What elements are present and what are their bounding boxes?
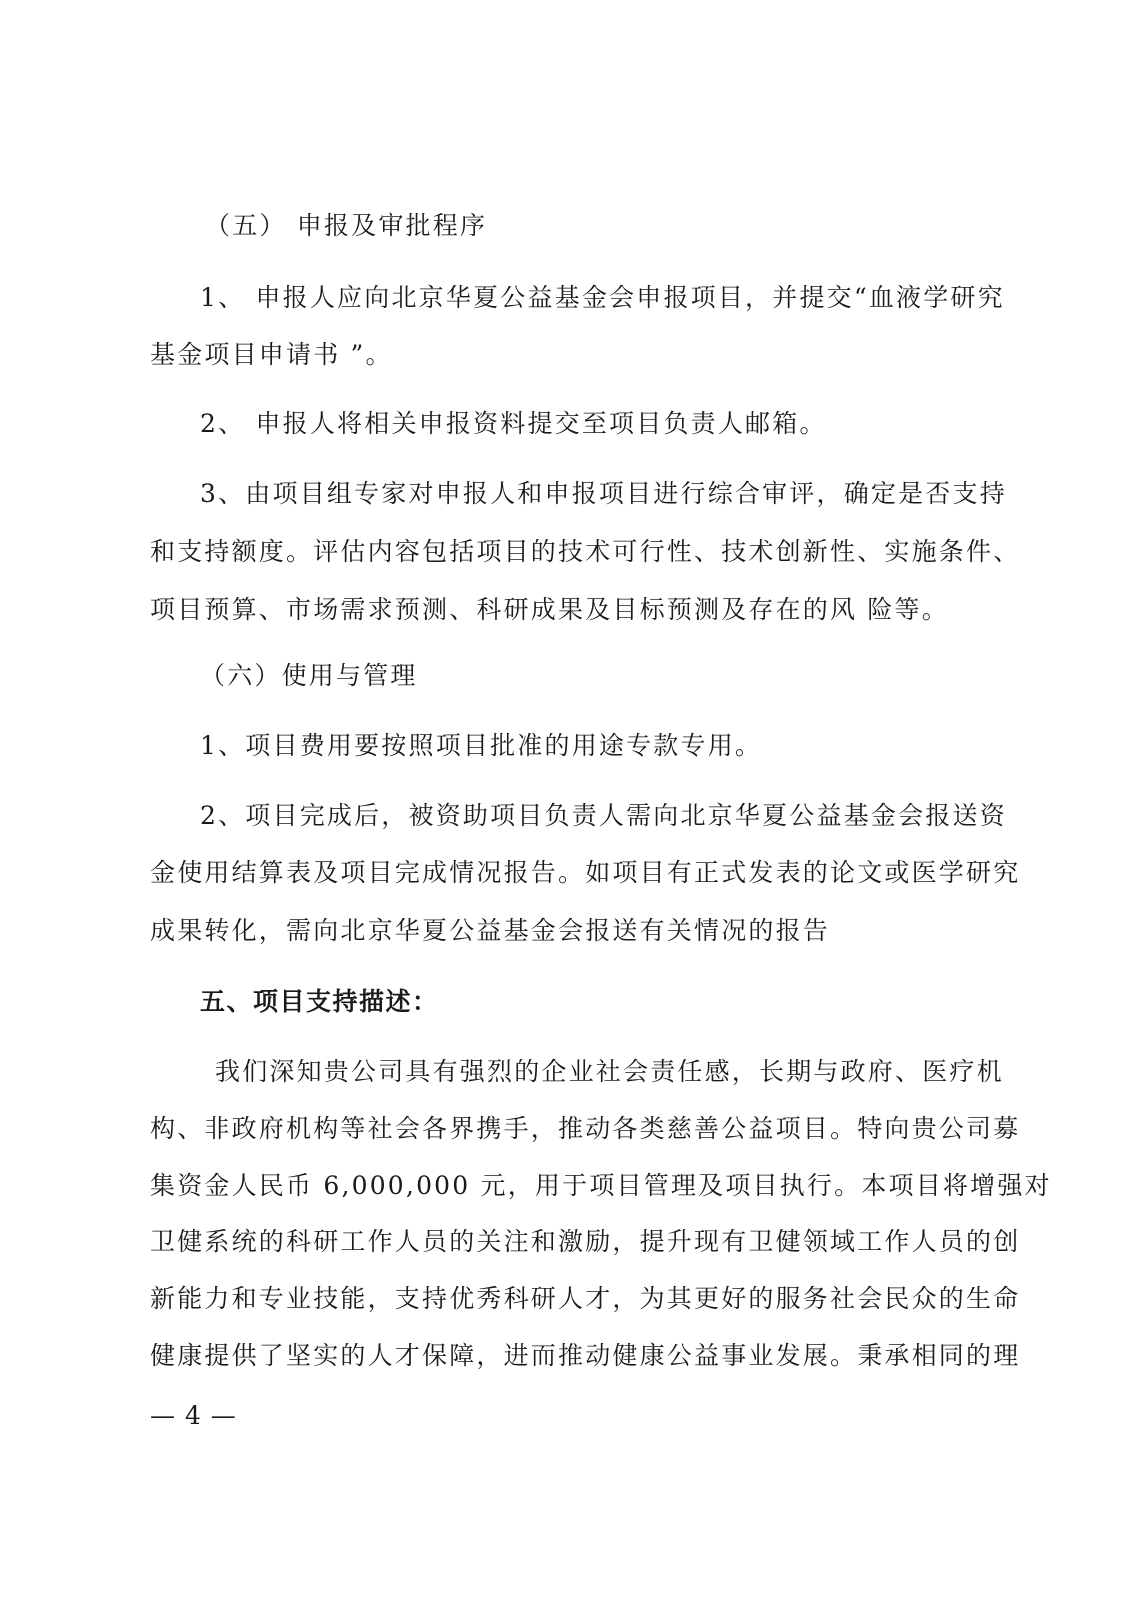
section-5-item-2: 2、 申报人将相关申报资料提交至项目负责人邮箱。 xyxy=(200,409,827,438)
section-6-item-2-line-3: 成果转化，需向北京华夏公益基金会报送有关情况的报告 xyxy=(150,916,831,945)
part-5-para-line-2: 构、非政府机构等社会各界携手，推动各类慈善公益项目。特向贵公司募 xyxy=(150,1114,1021,1143)
section-6-item-1: 1、项目费用要按照项目批准的用途专款专用。 xyxy=(200,731,763,760)
section-6-item-2-line-1: 2、项目完成后，被资助项目负责人需向北京华夏公益基金会报送资 xyxy=(200,801,1007,830)
part-5-para-line-6: 健康提供了坚实的人才保障，进而推动健康公益事业发展。秉承相同的理 xyxy=(150,1341,1021,1370)
section-5-item-3-line-3: 项目预算、市场需求预测、科研成果及目标预测及存在的风 险等。 xyxy=(150,595,949,624)
part-5-para-line-3: 集资金人民币 6,000,000 元，用于项目管理及项目执行。本项目将增强对 xyxy=(150,1171,1052,1200)
part-5-para-line-4: 卫健系统的科研工作人员的关注和激励，提升现有卫健领域工作人员的创 xyxy=(150,1227,1021,1256)
section-6-item-2-line-2: 金使用结算表及项目完成情况报告。如项目有正式发表的论文或医学研究 xyxy=(150,858,1021,887)
section-5-item-3-line-2: 和支持额度。评估内容包括项目的技术可行性、技术创新性、实施条件、 xyxy=(150,537,1021,566)
part-5-para-line-1: 我们深知贵公司具有强烈的企业社会责任感，长期与政府、医疗机 xyxy=(215,1057,1004,1086)
section-5-heading: （五） 申报及审批程序 xyxy=(205,211,488,240)
part-5-heading: 五、项目支持描述： xyxy=(200,987,439,1016)
section-5-item-3-line-1: 3、由项目组专家对申报人和申报项目进行综合审评，确定是否支持 xyxy=(200,479,1007,508)
part-5-para-line-5: 新能力和专业技能，支持优秀科研人才，为其更好的服务社会民众的生命 xyxy=(150,1284,1021,1313)
section-5-item-1-line-2: 基金项目申请书 ”。 xyxy=(150,340,393,369)
page-number: — 4 — xyxy=(150,1401,237,1430)
section-6-heading: （六）使用与管理 xyxy=(200,661,418,690)
section-5-item-1-line-1: 1、 申报人应向北京华夏公益基金会申报项目，并提交“血液学研究 xyxy=(200,283,1005,312)
